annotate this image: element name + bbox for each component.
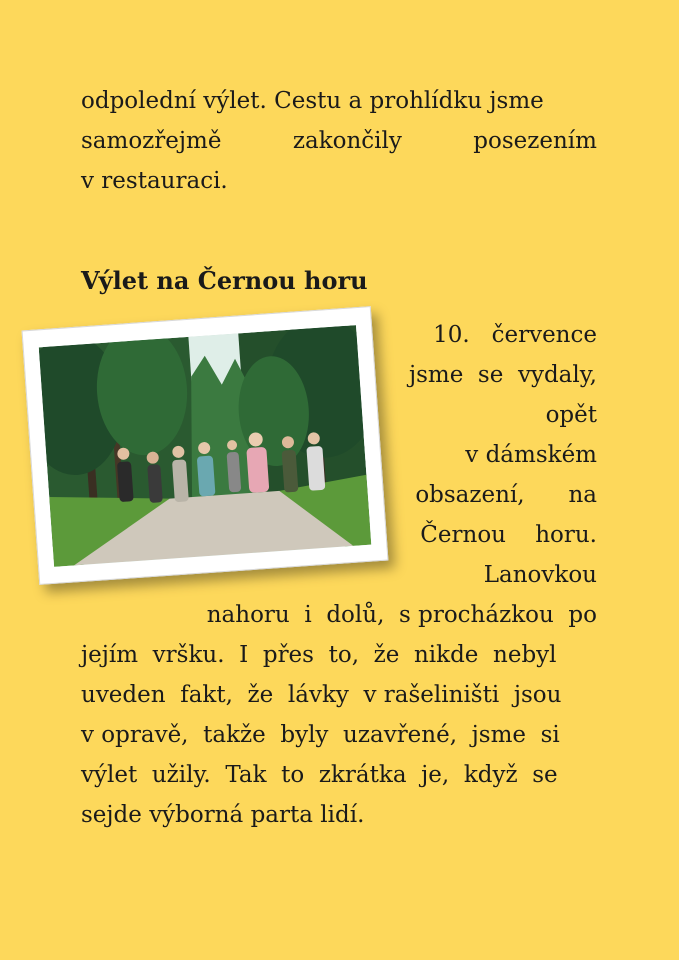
full-line-2: uveden fakt, že lávky v rašeliništi jsou bbox=[81, 682, 562, 708]
right-line-5: obsazení, na bbox=[415, 482, 597, 508]
word: samozřejmě bbox=[81, 128, 222, 154]
line-after-photo: nahoru i dolů, s procházkou po bbox=[206, 602, 597, 628]
hiking-group-photo bbox=[39, 325, 372, 567]
right-line-2: jsme se vydaly, bbox=[408, 362, 597, 388]
right-line-1: 10. července bbox=[433, 322, 597, 348]
section-heading: Výlet na Černou horu bbox=[81, 266, 368, 295]
paragraph-line-1: odpolední výlet. Cestu a prohlídku jsme bbox=[81, 88, 544, 114]
full-line-4: výlet užily. Tak to zkrátka je, když se bbox=[81, 762, 558, 788]
word: zakončily bbox=[292, 128, 402, 154]
paragraph-line-3: v restauraci. bbox=[81, 168, 228, 194]
full-line-3: v opravě, takže byly uzavřené, jsme si bbox=[81, 722, 560, 748]
full-line-1: jejím vršku. I přes to, že nikde nebyl bbox=[81, 642, 557, 668]
paragraph-line-2 bbox=[81, 126, 597, 156]
right-line-6: Černou horu. bbox=[420, 522, 597, 548]
right-line-4: v dámském bbox=[465, 442, 597, 468]
word: posezením bbox=[473, 128, 597, 154]
right-line-7: Lanovkou bbox=[483, 562, 597, 588]
last-line: sejde výborná parta lidí. bbox=[81, 802, 365, 828]
right-line-3: opět bbox=[545, 402, 597, 428]
photo-card bbox=[22, 306, 389, 585]
